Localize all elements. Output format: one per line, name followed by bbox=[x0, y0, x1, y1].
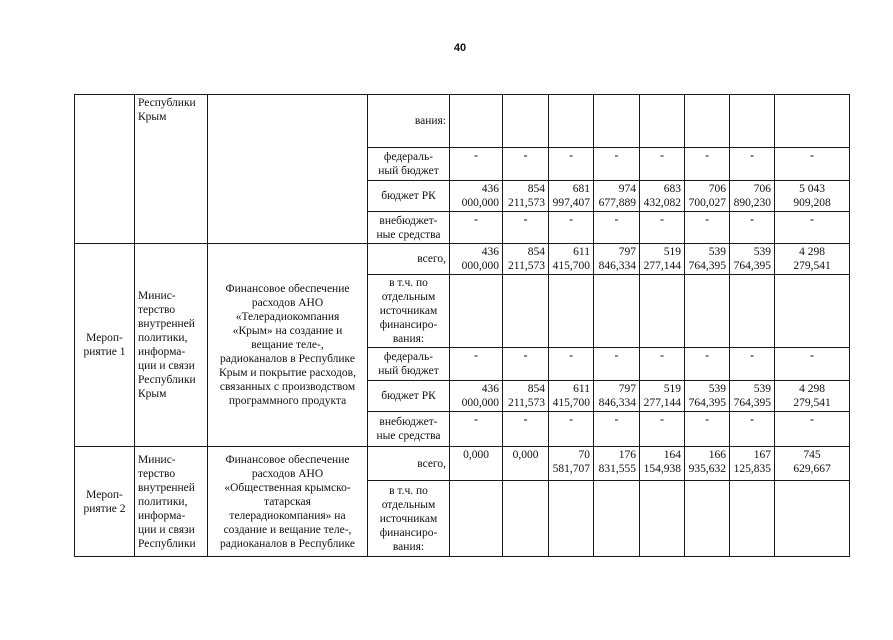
value-cell: - bbox=[450, 412, 503, 447]
table-cell bbox=[685, 275, 730, 348]
value-cell: - bbox=[640, 412, 685, 447]
value-cell: - bbox=[503, 412, 549, 447]
table-cell bbox=[640, 275, 685, 348]
description-cell: Финансовое обеспечение расходов АНО «Общественная крымско- татарская телерадиокомпания» на создание и вещание теле-, радиоканалов в Республике bbox=[208, 447, 368, 557]
table-row bbox=[75, 447, 850, 481]
table-cell bbox=[450, 275, 503, 348]
value-cell: - bbox=[450, 148, 503, 181]
value-cell: - bbox=[685, 412, 730, 447]
source-cell: вания: bbox=[368, 95, 450, 148]
value-cell: 4 298 279,541 bbox=[775, 244, 850, 275]
table-cell bbox=[640, 481, 685, 557]
table-cell bbox=[450, 95, 503, 148]
value-cell: 164 154,938 bbox=[640, 447, 685, 481]
table-cell bbox=[730, 95, 775, 148]
table-cell bbox=[640, 95, 685, 148]
value-cell: 797 846,334 bbox=[594, 244, 640, 275]
value-cell: - bbox=[730, 348, 775, 381]
event-name-cell: Мероп- риятие 2 bbox=[75, 447, 135, 557]
value-cell: - bbox=[549, 212, 594, 244]
value-cell: 176 831,555 bbox=[594, 447, 640, 481]
source-cell: внебюджет- ные средства bbox=[368, 412, 450, 447]
table-cell bbox=[594, 275, 640, 348]
value-cell: 519 277,144 bbox=[640, 381, 685, 412]
value-cell: 854 211,573 bbox=[503, 181, 549, 212]
value-cell: 436 000,000 bbox=[450, 381, 503, 412]
source-cell: федераль- ный бюджет bbox=[368, 148, 450, 181]
source-cell: всего, bbox=[368, 447, 450, 481]
value-cell: 706 700,027 bbox=[685, 181, 730, 212]
value-cell: - bbox=[685, 148, 730, 181]
value-cell: 436 000,000 bbox=[450, 244, 503, 275]
value-cell: 539 764,395 bbox=[730, 381, 775, 412]
value-cell: - bbox=[549, 348, 594, 381]
value-cell: - bbox=[640, 348, 685, 381]
value-cell: 745 629,667 bbox=[775, 447, 850, 481]
financing-table bbox=[74, 94, 850, 557]
value-cell: - bbox=[640, 212, 685, 244]
description-cell: Финансовое обеспечение расходов АНО «Телерадиокомпания «Крым» на создание и вещание теле-, радиоканалов в Республике Крым и покрытие расходов, связанных с производством программного продукта bbox=[208, 244, 368, 447]
table-cell bbox=[685, 481, 730, 557]
value-cell: 974 677,889 bbox=[594, 181, 640, 212]
source-cell: внебюджет- ные средства bbox=[368, 212, 450, 244]
value-cell: - bbox=[594, 148, 640, 181]
value-cell: - bbox=[503, 212, 549, 244]
value-cell: - bbox=[594, 412, 640, 447]
value-cell: - bbox=[775, 412, 850, 447]
table-cell bbox=[594, 481, 640, 557]
table-cell bbox=[775, 275, 850, 348]
value-cell: - bbox=[775, 148, 850, 181]
value-cell: 681 997,407 bbox=[549, 181, 594, 212]
source-cell: бюджет РК bbox=[368, 381, 450, 412]
value-cell: 854 211,573 bbox=[503, 381, 549, 412]
value-cell: - bbox=[549, 148, 594, 181]
value-cell: 436 000,000 bbox=[450, 181, 503, 212]
value-cell: 539 764,395 bbox=[730, 244, 775, 275]
value-cell: 0,000 bbox=[503, 447, 549, 481]
value-cell: - bbox=[503, 148, 549, 181]
value-cell: - bbox=[730, 412, 775, 447]
value-cell: - bbox=[640, 148, 685, 181]
value-cell: 797 846,334 bbox=[594, 381, 640, 412]
table-cell bbox=[730, 275, 775, 348]
value-cell: 854 211,573 bbox=[503, 244, 549, 275]
table-cell bbox=[730, 481, 775, 557]
table-cell bbox=[503, 95, 549, 148]
page-number: 40 bbox=[453, 42, 467, 54]
value-cell: - bbox=[730, 148, 775, 181]
value-cell: 539 764,395 bbox=[685, 381, 730, 412]
value-cell: - bbox=[450, 348, 503, 381]
value-cell: 70 581,707 bbox=[549, 447, 594, 481]
value-cell: 4 298 279,541 bbox=[775, 381, 850, 412]
executor-cell: Республики Крым bbox=[135, 95, 208, 244]
source-cell: всего, bbox=[368, 244, 450, 275]
value-cell: - bbox=[594, 212, 640, 244]
table-cell bbox=[450, 481, 503, 557]
value-cell: - bbox=[450, 212, 503, 244]
value-cell: 706 890,230 bbox=[730, 181, 775, 212]
value-cell: 683 432,082 bbox=[640, 181, 685, 212]
table-cell bbox=[549, 275, 594, 348]
value-cell: - bbox=[549, 412, 594, 447]
table-cell bbox=[503, 481, 549, 557]
value-cell: 167 125,835 bbox=[730, 447, 775, 481]
executor-cell: Минис- терство внутренней политики, информа- ции и связи Республики Крым bbox=[135, 244, 208, 447]
value-cell: 611 415,700 bbox=[549, 244, 594, 275]
source-cell: федераль- ный бюджет bbox=[368, 348, 450, 381]
value-cell: 611 415,700 bbox=[549, 381, 594, 412]
table-cell bbox=[208, 95, 368, 244]
table-cell bbox=[685, 95, 730, 148]
table-row bbox=[75, 244, 850, 275]
value-cell: 5 043 909,208 bbox=[775, 181, 850, 212]
table-cell bbox=[75, 95, 135, 244]
executor-cell: Минис- терство внутренней политики, информа- ции и связи Республики bbox=[135, 447, 208, 557]
value-cell: 166 935,632 bbox=[685, 447, 730, 481]
table-cell bbox=[549, 95, 594, 148]
source-cell: в т.ч. по отдельным источникам финансиро- вания: bbox=[368, 481, 450, 557]
source-cell: бюджет РК bbox=[368, 181, 450, 212]
value-cell: - bbox=[685, 212, 730, 244]
value-cell: - bbox=[775, 348, 850, 381]
value-cell: 539 764,395 bbox=[685, 244, 730, 275]
value-cell: 519 277,144 bbox=[640, 244, 685, 275]
table-cell bbox=[503, 275, 549, 348]
value-cell: 0,000 bbox=[450, 447, 503, 481]
value-cell: - bbox=[775, 212, 850, 244]
value-cell: - bbox=[730, 212, 775, 244]
table-cell bbox=[549, 481, 594, 557]
source-cell: в т.ч. по отдельным источникам финансиро- вания: bbox=[368, 275, 450, 348]
event-name-cell: Мероп- риятие 1 bbox=[75, 244, 135, 447]
table-cell bbox=[775, 95, 850, 148]
table-cell bbox=[775, 481, 850, 557]
table-cell bbox=[594, 95, 640, 148]
value-cell: - bbox=[594, 348, 640, 381]
value-cell: - bbox=[503, 348, 549, 381]
value-cell: - bbox=[685, 348, 730, 381]
